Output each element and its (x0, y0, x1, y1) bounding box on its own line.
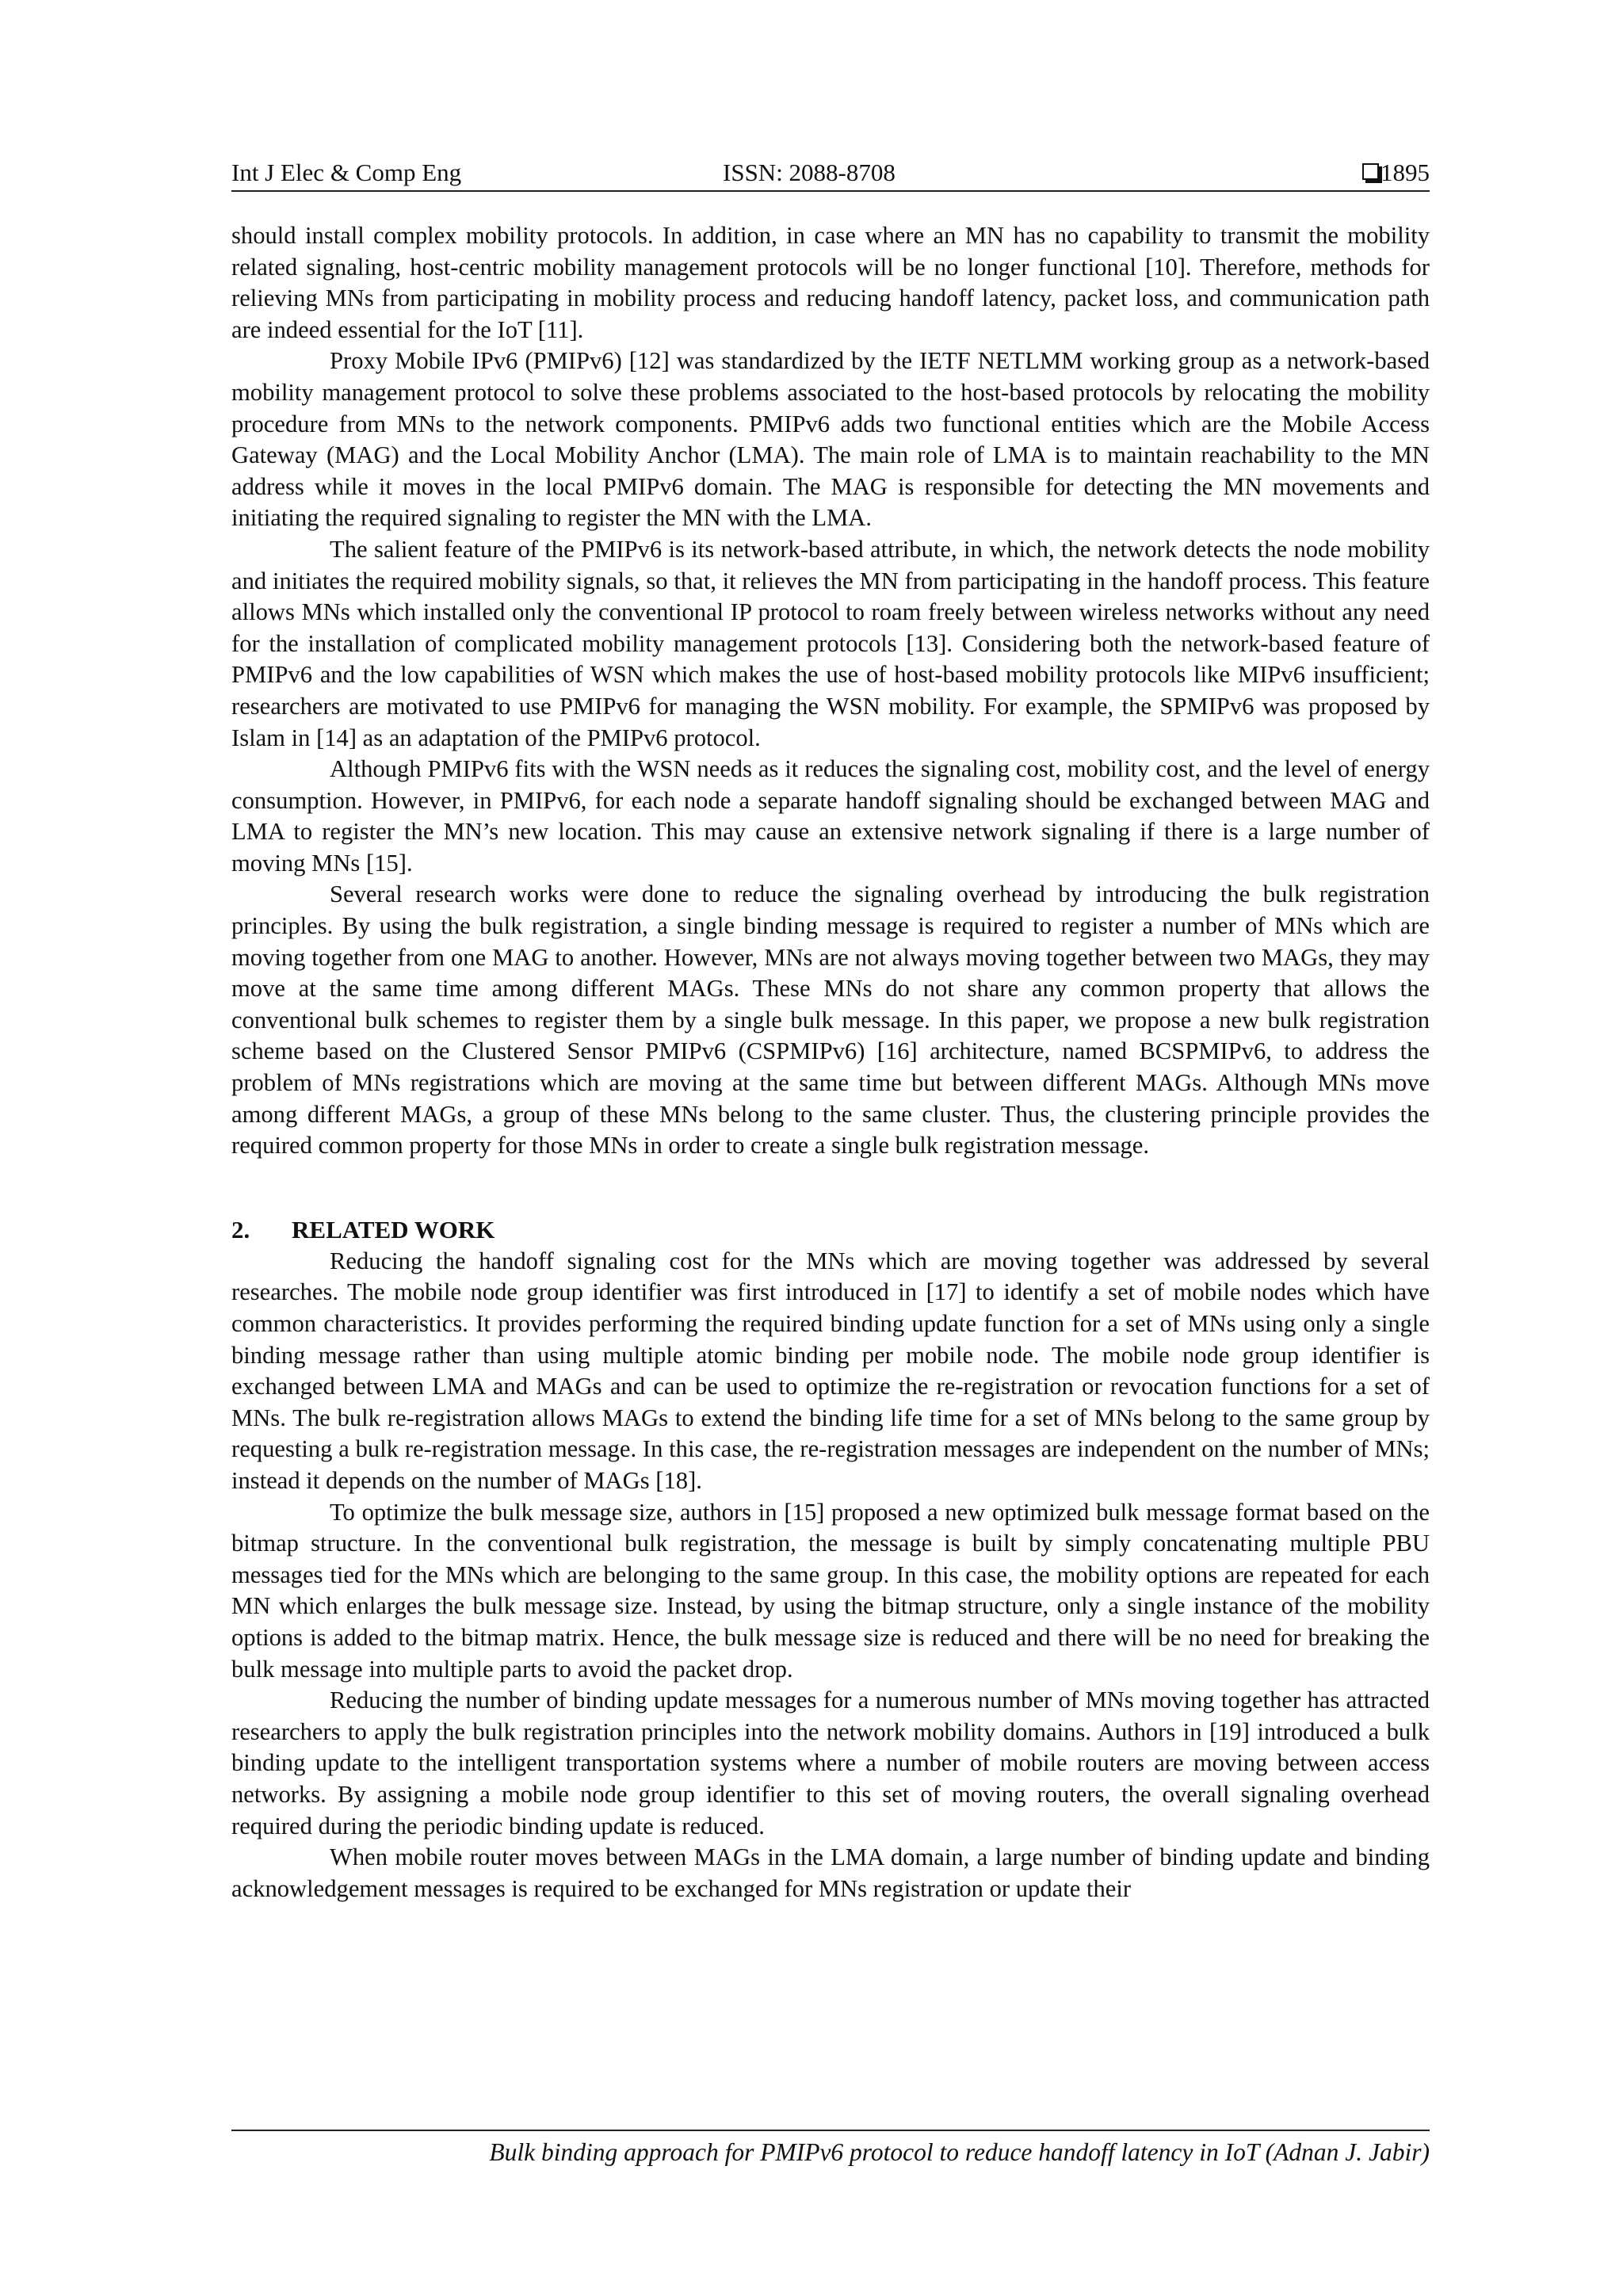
issn-label: ISSN: 2088-8708 (723, 159, 896, 186)
paragraph: Several research works were done to reduce the signaling overhead by introducing the bulk registration principles. By using the bulk registration, a single binding message is required to register a number of MNs which are moving together from one MAG to another. However, MNs are not always moving together between two MAGs, they may move at the same time among different MAGs. These MNs do not share any common property that allows the conventional bulk schemes to register them by a single bulk message. In this paper, we propose a new bulk registration scheme based on the Clustered Sensor PMIPv6 (CSPMIPv6) [16] architecture, named BCSPMIPv6, to address the problem of MNs registrations which are moving at the same time but between different MAGs. Although MNs move among different MAGs, a group of these MNs belong to the same cluster. Thus, the clustering principle provides the required common property for those MNs in order to create a single bulk registration message. (231, 881, 1430, 1159)
paragraph: Reducing the number of binding update messages for a numerous number of MNs moving together has attracted researchers to apply the bulk registration principles into the network mobility domains. Authors in [19] introduced a bulk binding update to the intelligent transportation systems where a number of mobile routers are moving between access networks. By assigning a mobile node group identifier to this set of moving routers, the overall signaling overhead required during the periodic binding update is reduced. (231, 1687, 1430, 1839)
section-number: 2. (231, 1215, 250, 1244)
footer-rule (231, 2130, 1430, 2131)
article-body (231, 220, 1430, 1904)
running-title: Bulk binding approach for PMIPv6 protocol to reduce handoff latency in IoT (Adnan J. Jabir) (489, 2138, 1430, 2166)
section-title: RELATED WORK (292, 1215, 495, 1244)
paragraph: To optimize the bulk message size, authors in [15] proposed a new optimized bulk message format based on the bitmap structure. In the conventional bulk registration, the message is built by simply concatenating multiple PBU messages tied for the MNs which are belonging to the same group. In this case, the mobility options are repeated for each MN which enlarges the bulk message size. Instead, by using the bitmap structure, only a single instance of the mobility options is added to the bitmap matrix. Hence, the bulk message size is reduced and there will be no need for breaking the bulk message into multiple parts to avoid the packet drop. (231, 1498, 1430, 1683)
paragraph: Proxy Mobile IPv6 (PMIPv6) [12] was standardized by the IETF NETLMM working group as a network-based mobility management protocol to solve these problems associated to the host-based protocols by relocating the mobility procedure from MNs to the network components. PMIPv6 adds two functional entities which are the Mobile Access Gateway (MAG) and the Local Mobility Anchor (LMA). The main role of LMA is to maintain reachability to the MN address while it moves in the local PMIPv6 domain. The MAG is responsible for detecting the MN movements and initiating the required signaling to register the MN with the LMA. (231, 347, 1430, 532)
journal-name: Int J Elec & Comp Eng (231, 159, 462, 186)
paragraph: Reducing the handoff signaling cost for the MNs which are moving together was addressed by several researches. The mobile node group identifier was first introduced in [17] to identify a set of mobile nodes which have common characteristics. It provides performing the required binding update function for a set of MNs using only a single binding message rather than using multiple atomic binding per mobile node. The mobile node group identifier is exchanged between LMA and MAGs and can be used to optimize the re-registration or revocation functions for a set of MNs. The bulk re-registration allows MAGs to extend the binding life time for a set of MNs belong to the same group by requesting a bulk re-registration message. In this case, the re-registration messages are independent on the number of MNs; instead it depends on the number of MAGs [18]. (231, 1247, 1430, 1494)
paragraph: The salient feature of the PMIPv6 is its network-based attribute, in which, the network detects the node mobility and initiates the required mobility signals, so that, it relieves the MN from participating in the handoff process. This feature allows MNs which installed only the conventional IP protocol to roam freely between wireless networks without any need for the installation of complicated mobility management protocols [13]. Considering both the network-based feature of PMIPv6 and the low capabilities of WSN which makes the use of host-based mobility protocols like MIPv6 insufficient; researchers are motivated to use PMIPv6 for managing the WSN mobility. For example, the SPMIPv6 was proposed by Islam in [14] as an adaptation of the PMIPv6 protocol. (231, 535, 1430, 751)
paragraph: Although PMIPv6 fits with the WSN needs as it reduces the signaling cost, mobility cost, and the level of energy consumption. However, in PMIPv6, for each node a separate handoff signaling should be exchanged between MAG and LMA to register the MN’s new location. This may cause an extensive network signaling if there is a large number of moving MNs [15]. (231, 755, 1430, 877)
paragraph: When mobile router moves between MAGs in the LMA domain, a large number of binding update and binding acknowledgement messages is required to be exchanged for MNs registration or update their (231, 1843, 1430, 1902)
page-header (231, 152, 1430, 193)
box-icon (1362, 163, 1379, 180)
section-heading (231, 1214, 1430, 1246)
paragraph: should install complex mobility protocols. In addition, in case where an MN has no capability to transmit the mobility related signaling, host-centric mobility management protocols will be no longer functional [10]. Therefore, methods for relieving MNs from participating in mobility process and reducing handoff latency, packet loss, and communication path are indeed essential for the IoT [11]. (231, 222, 1430, 343)
page-number: 1895 (1381, 159, 1430, 186)
header-rule (231, 190, 1430, 192)
